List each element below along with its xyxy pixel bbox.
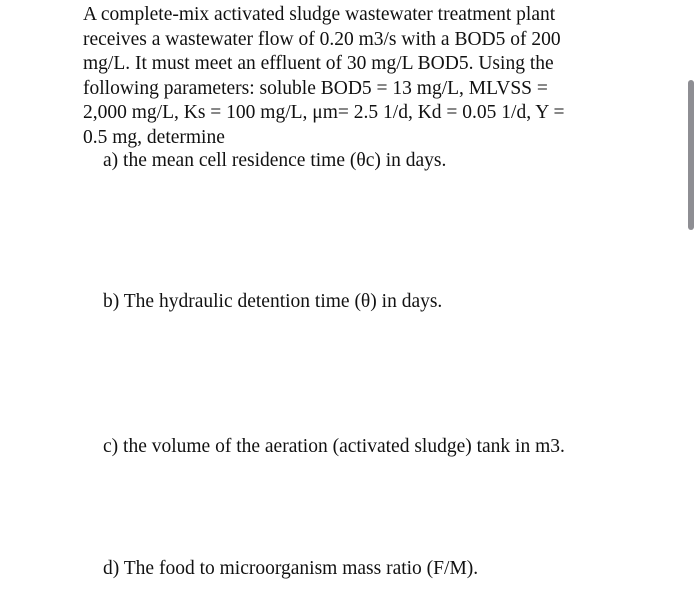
problem-statement [83,3,603,151]
problem-line-6: 0.5 mg, determine [83,126,225,148]
scrollbar-thumb[interactable] [688,80,694,230]
question-b: b) The hydraulic detention time (θ) in days. [103,291,443,312]
problem-line-5: 2,000 mg/L, Ks = 100 mg/L, μm= 2.5 1/d, Kd = 0.05 1/d, Y = [83,102,565,124]
problem-line-3: mg/L. It must meet an effluent of 30 mg/L BOD5. Using the [83,53,554,75]
question-c: c) the volume of the aeration (activated sludge) tank in m3. [103,436,565,457]
problem-line-2: receives a wastewater flow of 0.20 m3/s with a BOD5 of 200 [83,28,561,50]
question-a: a) the mean cell residence time (θc) in days. [103,150,447,171]
problem-line-1: A complete-mix activated sludge wastewater treatment plant [83,4,556,25]
problem-line-4: following parameters: soluble BOD5 = 13 mg/L, MLVSS = [83,77,548,99]
question-d: d) The food to microorganism mass ratio (F/M). [103,558,479,579]
